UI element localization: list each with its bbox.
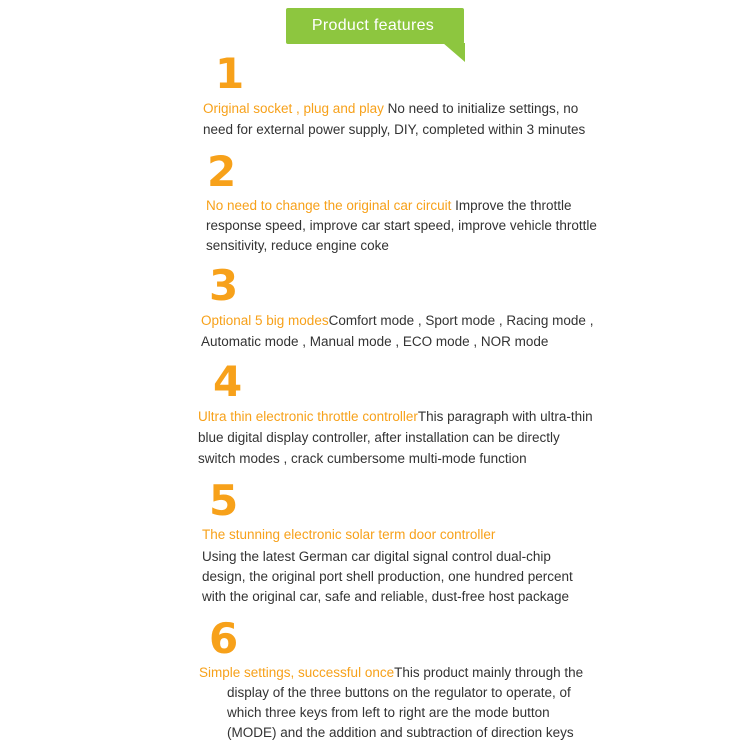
feature-text-1: [203, 98, 603, 140]
feature-number-1: 1: [215, 49, 245, 98]
feature-item-1: [0, 49, 750, 140]
feature-rest-6-continued: display of the three buttons on the regulator to operate, of which three keys from left to right are the mode button (MODE) and the addition and subtraction of direction keys: [227, 685, 574, 740]
feature-rest-5: Using the latest German car digital signal control dual-chip design, the original port shell production, one hundred percent with the original car, safe and reliable, dust-free host package: [202, 549, 573, 604]
features-list: [0, 49, 750, 745]
feature-item-5: [0, 476, 750, 607]
feature-text-2: [206, 196, 601, 256]
feature-text-5: [202, 525, 592, 607]
feature-lead-2: No need to change the original car circuit: [206, 198, 452, 213]
feature-number-3: 3: [209, 261, 239, 310]
banner-container: [0, 8, 750, 44]
feature-rest-1: No need to initialize settings, no need for external power supply, DIY, completed within 3 minutes: [203, 101, 586, 137]
feature-rest-4: This paragraph with ultra-thin blue digital display controller, after installation can be directly switch modes , crack cumbersome multi-mode function: [198, 409, 593, 466]
feature-rest-2: Improve the throttle response speed, improve car start speed, improve vehicle throttle sensitivity, reduce engine coke: [206, 198, 597, 253]
feature-rest-3: Comfort mode , Sport mode , Racing mode , Automatic mode , Manual mode , ECO mode , NOR mode: [201, 313, 594, 349]
feature-number-2: 2: [207, 147, 237, 196]
feature-item-6: [0, 614, 750, 743]
feature-item-2: [0, 147, 750, 256]
feature-lead-4: Ultra thin electronic throttle controller: [198, 409, 418, 424]
page-title: Product features: [286, 8, 464, 44]
feature-number-5: 5: [209, 476, 239, 525]
feature-lead-6: Simple settings, successful once: [199, 665, 395, 680]
feature-item-3: [0, 261, 750, 352]
feature-lead-3: Optional 5 big modes: [201, 313, 329, 328]
feature-lead-5: The stunning electronic solar term door controller: [202, 527, 496, 542]
feature-text-4: [198, 406, 598, 469]
feature-lead-1: Original socket , plug and play: [203, 101, 384, 116]
feature-text-6: [199, 663, 589, 743]
feature-text-3: [201, 310, 601, 352]
feature-item-4: [0, 357, 750, 469]
feature-number-6: 6: [209, 614, 239, 663]
feature-rest-6: This product mainly through the: [394, 665, 584, 680]
feature-number-4: 4: [213, 357, 243, 406]
